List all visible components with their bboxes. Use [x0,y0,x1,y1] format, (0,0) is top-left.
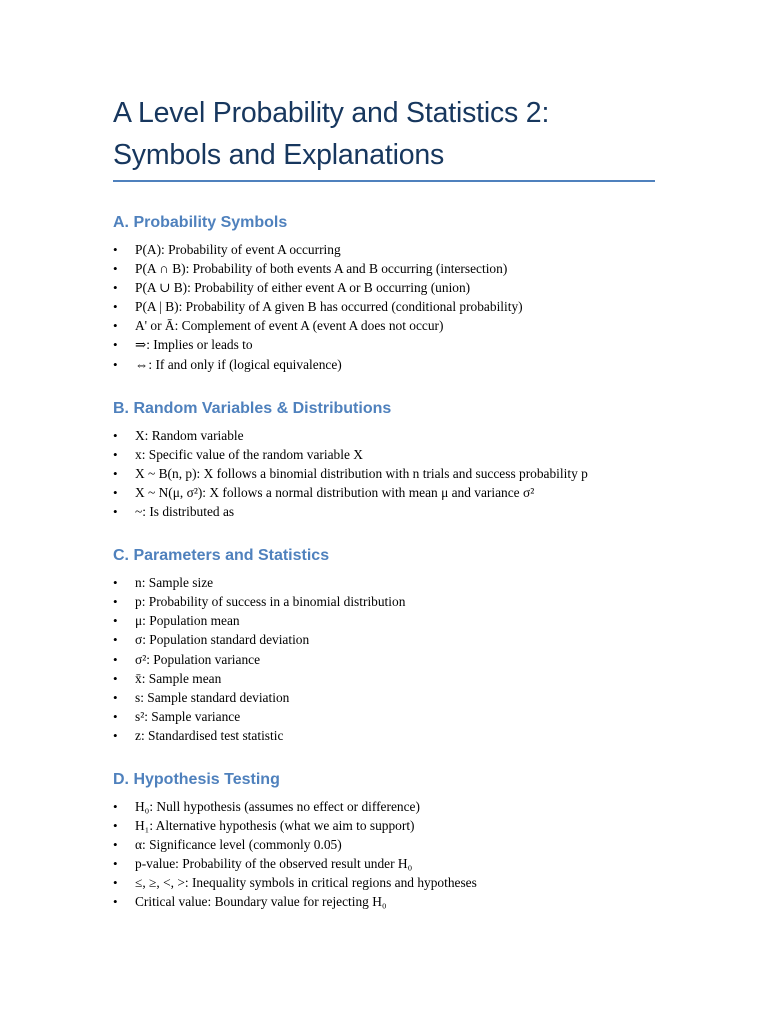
bullet-icon: • [113,318,118,334]
list-item-text: σ²: Population variance [135,651,261,667]
bullet-icon: • [113,594,118,610]
bullet-icon: • [113,280,118,296]
bullet-icon: • [113,856,118,872]
title-divider [113,180,655,182]
section-a-probability-symbols [113,212,658,374]
bullet-list [113,240,658,374]
list-item-text: p: Probability of success in a binomial distribution [135,594,406,610]
bullet-icon: • [113,427,118,443]
list-item [113,335,658,354]
list-item-text: p-value: Probability of the observed result under H₀ [135,856,413,872]
list-item-text: μ: Population mean [135,613,240,629]
list-item-text: P(A): Probability of event A occurring [135,242,341,257]
list-item [113,240,658,259]
list-item [113,445,658,464]
list-item [113,573,658,592]
list-item [113,816,658,835]
bullet-icon: • [113,575,118,591]
list-item-text: X: Random variable [135,427,244,443]
list-item [113,873,658,892]
bullet-icon: • [113,632,118,648]
bullet-icon: • [113,337,118,353]
list-item [113,726,658,745]
title-line-1: A Level Probability and Statistics 2: [113,97,550,129]
bullet-icon: • [113,689,118,705]
list-item-text: x: Specific value of the random variable X [135,446,363,462]
list-item-text: x̄: Sample mean [135,670,222,686]
list-item [113,669,658,688]
bullet-icon: • [113,484,118,500]
bullet-icon: • [113,818,118,834]
list-item [113,259,658,278]
list-item-text: z: Standardised test statistic [135,727,284,743]
section-c-parameters-and-statistics [113,545,658,745]
list-item-text: X ~ N(μ, σ²): X follows a normal distribution with mean μ and variance σ² [135,484,535,500]
bullet-list [113,426,658,521]
sections-container [113,212,658,912]
list-item [113,464,658,483]
list-item-text: ⇒: Implies or leads to [135,337,253,353]
list-item [113,278,658,297]
bullet-icon: • [113,242,118,257]
section-b-random-variables-distributions [113,398,658,521]
list-item [113,355,658,374]
list-item-text: s: Sample standard deviation [135,689,290,705]
list-item [113,502,658,521]
list-item [113,297,658,316]
bullet-icon: • [113,708,118,724]
list-item-text: X ~ B(n, p): X follows a binomial distribution with n trials and success probability p [135,465,588,481]
bullet-icon: • [113,651,118,667]
list-item [113,892,658,911]
list-item [113,483,658,502]
bullet-icon: • [113,504,118,520]
bullet-list [113,573,658,745]
section-heading: D. Hypothesis Testing [113,770,280,788]
list-item-text: H₀: Null hypothesis (assumes no effect or difference) [135,798,420,814]
list-item [113,316,658,335]
list-item [113,688,658,707]
list-item-text: A' or Ā: Complement of event A (event A does not occur) [135,318,444,334]
bullet-icon: • [113,465,118,481]
list-item [113,835,658,854]
section-heading: A. Probability Symbols [113,214,288,231]
list-item-text: σ: Population standard deviation [135,632,310,648]
list-item [113,650,658,669]
title-line-2: Symbols and Explanations [113,139,445,171]
section-heading: C. Parameters and Statistics [113,547,330,565]
list-item-text: ~: Is distributed as [135,504,235,520]
list-item [113,630,658,649]
section-d-hypothesis-testing [113,769,658,912]
list-item [113,707,658,726]
list-item-text: P(A ∩ B): Probability of both events A and B occurring (intersection) [135,261,508,277]
section-heading: B. Random Variables & Distributions [113,399,392,417]
bullet-icon: • [113,299,118,315]
list-item [113,592,658,611]
bullet-icon: • [113,894,118,910]
list-item [113,426,658,445]
list-item-text: n: Sample size [135,575,214,591]
bullet-icon: • [113,261,118,277]
bullet-icon: • [113,613,118,629]
bullet-icon: • [113,670,118,686]
bullet-icon: • [113,727,118,743]
list-item-text: H₁: Alternative hypothesis (what we aim to support) [135,818,415,834]
list-item-text: P(A | B): Probability of A given B has occurred (conditional probability) [135,299,523,315]
list-item-text: s²: Sample variance [135,708,241,724]
list-item-text: ⇔: If and only if (logical equivalence) [135,356,342,372]
document-page [113,92,658,912]
list-item-text: α: Significance level (commonly 0.05) [135,837,342,853]
bullet-icon: • [113,356,118,372]
list-item-text: Critical value: Boundary value for rejecting H₀ [135,894,387,910]
list-item-text: P(A ∪ B): Probability of either event A or B occurring (union) [135,280,471,296]
list-item-text: ≤, ≥, <, >: Inequality symbols in critical regions and hypotheses [135,875,477,891]
list-item [113,854,658,873]
bullet-list [113,797,658,912]
list-item [113,797,658,816]
document-title [113,92,658,180]
bullet-icon: • [113,798,118,814]
bullet-icon: • [113,446,118,462]
list-item [113,611,658,630]
bullet-icon: • [113,875,118,891]
bullet-icon: • [113,837,118,853]
